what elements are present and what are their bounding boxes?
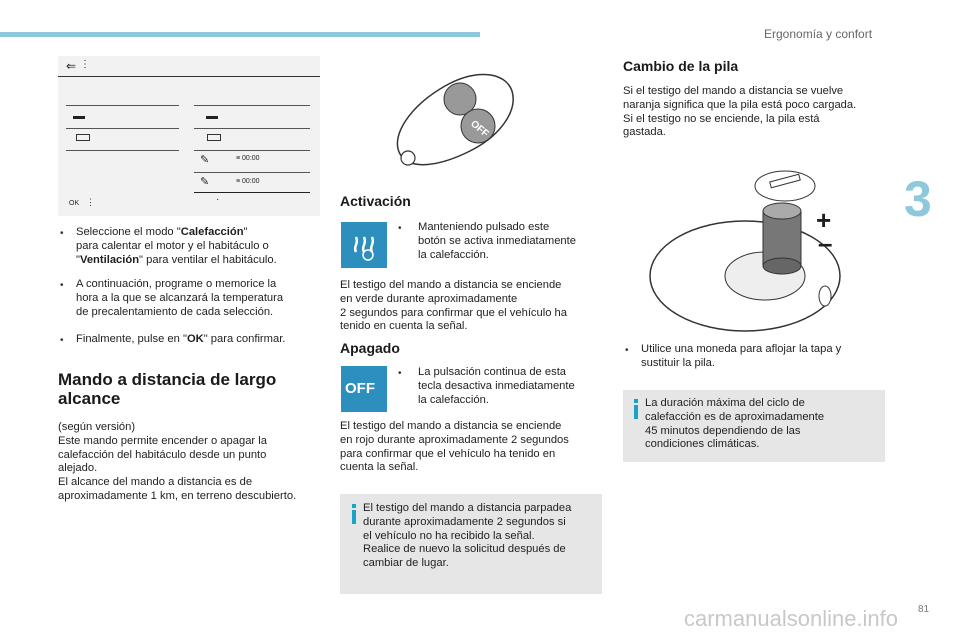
edit-icon[interactable]: ✎ <box>200 154 210 166</box>
info-icon <box>352 510 356 524</box>
bullet-mode: Seleccione el modo "Calefacción" para calentar el motor y el habitáculo o "Ventilación" para ventilar el habitáculo. <box>76 226 277 266</box>
info-text: El testigo del mando a distancia parpadea durante aproximadamente 2 segundos si el vehículo no ha recibido la señal. Realice de nuevo la solicitud después de cambiar de lugar. <box>363 502 572 570</box>
info-icon <box>634 405 638 419</box>
battery-heading: Cambio de la pila <box>623 58 739 74</box>
dot: · <box>216 194 220 205</box>
coin-instruction: Utilice una moneda para aflojar la tapa y sustituir la pila. <box>641 343 842 369</box>
menu-icon[interactable]: ⋮ <box>86 197 95 207</box>
activation-heading: Activación <box>340 193 411 209</box>
plus-sign: + <box>816 205 832 235</box>
time-value: ≡ 00:00 <box>236 155 260 162</box>
svg-text:OFF: OFF <box>468 118 491 140</box>
heating-icon <box>341 222 387 268</box>
header-bar <box>0 32 480 37</box>
activation-text: Manteniendo pulsado este botón se activa inmediatamente la calefacción. <box>418 221 576 261</box>
section-heading: Mando a distancia de largo alcance <box>58 370 277 408</box>
minus-sign: – <box>818 228 833 258</box>
battery-text: Si el testigo del mando a distancia se vuelve naranja significa que la pila está poco cargada. Si el testigo no se enciende, la pila está gastada. <box>623 85 857 139</box>
menu-icon[interactable]: ⋮ <box>80 59 90 70</box>
section-title: Ergonomía y confort <box>764 27 873 41</box>
touchscreen-illustration <box>58 56 320 216</box>
off-icon: OFF <box>341 366 387 412</box>
battery-illustration <box>645 166 845 336</box>
duration-info-text: La duración máxima del ciclo de calefacción es de aproximadamente 45 minutos dependiendo de las condiciones climáticas. <box>645 397 825 451</box>
bullet-confirm: Finalmente, pulse en "OK" para confirmar. <box>76 333 286 345</box>
bullet-program: A continuación, programe o memorice la hora a la que se alcanzará la temperatura de precalentamiento de cada selección. <box>76 278 284 318</box>
back-arrow-icon[interactable]: ⇐ <box>66 59 77 73</box>
off-heading: Apagado <box>340 340 400 356</box>
time-value: ≡ 00:00 <box>236 178 260 185</box>
watermark: carmanualsonline.info <box>684 606 899 631</box>
toggle-icon[interactable] <box>207 134 221 141</box>
remote-description: (según versión) Este mando permite encender o apagar la calefacción del habitáculo desde un punto alejado. El alcance del mando a distancia es de aproximadamente 1 km, en terreno descubierto. <box>58 421 297 502</box>
off-text: La pulsación continua de esta tecla desactiva inmediatamente la calefacción. <box>418 366 575 406</box>
page-number: 81 <box>918 604 930 615</box>
ok-button[interactable]: OK <box>69 200 80 207</box>
toggle-icon[interactable] <box>76 134 90 141</box>
remote-control-illustration <box>390 66 520 176</box>
minus-icon[interactable] <box>206 116 218 119</box>
chapter-number: 3 <box>904 171 932 227</box>
minus-icon[interactable] <box>73 116 85 119</box>
red-light-text: El testigo del mando a distancia se enciende en rojo durante aproximadamente 2 segundos para confirmar que el vehículo ha tenido en cuenta la señal. <box>340 420 569 474</box>
green-light-text: El testigo del mando a distancia se enciende en verde durante aproximadamente 2 segundos para confirmar que el vehículo ha tenido en cuenta la señal. <box>340 279 568 333</box>
edit-icon[interactable]: ✎ <box>200 176 210 188</box>
